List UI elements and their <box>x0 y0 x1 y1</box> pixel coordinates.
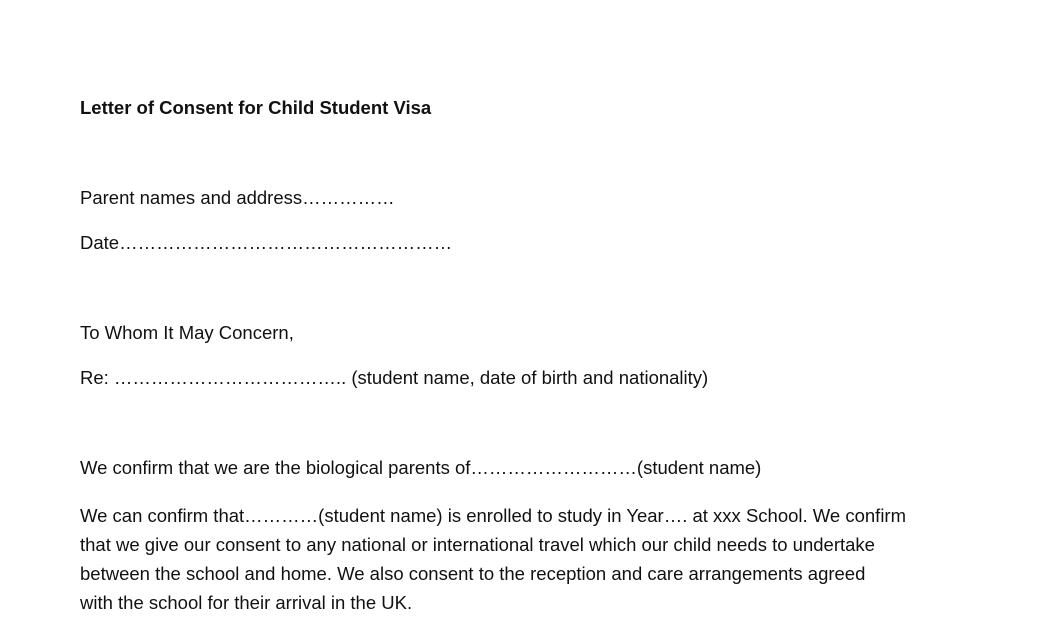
date-line: Date……………………………………………… <box>80 232 453 253</box>
paragraph-line: that we give our consent to any national or international travel which our child needs to undertake <box>80 534 875 555</box>
paragraph-line: between the school and home. We also consent to the reception and care arrangements agreed <box>80 563 866 584</box>
letter-title: Letter of Consent for Child Student Visa <box>80 97 432 118</box>
paragraph-line: We can confirm that…………(student name) is enrolled to study in Year…. at xxx School. We confirm <box>80 505 906 526</box>
parent-names-line: Parent names and address…………… <box>80 187 395 208</box>
re-line: Re: ……………………………….. (student name, date of birth and nationality) <box>80 367 709 388</box>
salutation: To Whom It May Concern, <box>80 322 294 343</box>
consent-paragraph <box>80 501 990 617</box>
paragraph-line: with the school for their arrival in the UK. <box>80 592 413 613</box>
parents-confirm-line: We confirm that we are the biological parents of………………………(student name) <box>80 457 762 478</box>
